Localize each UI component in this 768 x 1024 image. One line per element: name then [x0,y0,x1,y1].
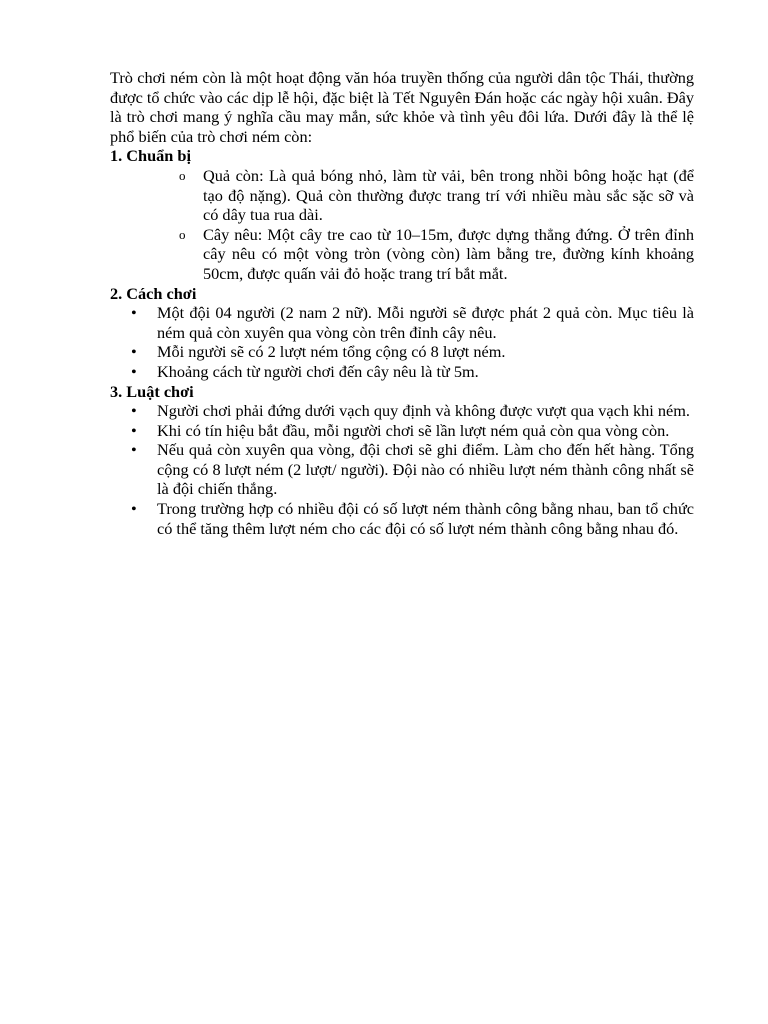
list-item-text: Khoảng cách từ người chơi đến cây nêu là từ 5m. [157,361,479,381]
list-item-text: Khi có tín hiệu bắt đầu, mỗi người chơi sẽ lần lượt ném quả còn qua vòng còn. [157,420,670,440]
bullet-icon: • [131,361,137,381]
list-item-text: Mỗi người sẽ có 2 lượt ném tổng cộng có 8 lượt ném. [157,342,506,362]
list-item [110,225,694,284]
list-item-text: Trong trường hợp có nhiều đội có số lượt ném thành công bằng nhau, ban tổ chức có thể tăng thêm lượt ném cho các đội có số lượt ném thành công bằng nhau đó. [157,499,694,538]
circle-bullet-icon: o [179,226,186,242]
bullet-icon: • [131,342,137,362]
bullet-icon: • [131,303,137,323]
section-heading-preparation: 1. Chuẩn bị [110,146,191,166]
section-how-to-play [110,284,694,382]
preparation-list [110,166,694,284]
list-item-text: Một đội 04 người (2 nam 2 nữ). Mỗi người sẽ được phát 2 quả còn. Mục tiêu là ném quả còn xuyên qua vòng còn trên đỉnh cây nêu. [157,303,694,342]
list-item [110,303,694,342]
section-heading-rules: 3. Luật chơi [110,381,194,401]
list-item-text: Cây nêu: Một cây tre cao từ 10–15m, được dựng thẳng đứng. Ở trên đỉnh cây nêu có một vòng tròn (vòng còn) làm bằng tre, đường kính khoảng 50cm, được quấn vải đỏ hoặc trang trí bắt mắt. [203,224,694,283]
bullet-icon: • [131,499,137,519]
list-item [110,342,694,362]
list-item-text: Người chơi phải đứng dưới vạch quy định và không được vượt qua vạch khi ném. [157,401,691,421]
how-to-play-list [110,303,694,381]
list-item [110,499,694,538]
list-item [110,362,694,382]
intro-paragraph: Trò chơi ném còn là một hoạt động văn hóa truyền thống của người dân tộc Thái, thường được tổ chức vào các dịp lễ hội, đặc biệt là Tết Nguyên Đán hoặc các ngày hội xuân. Đây là trò chơi mang ý nghĩa cầu may mắn, sức khỏe và tình yêu đôi lứa. Dưới đây là thể lệ phổ biến của trò chơi ném còn: [110,68,694,146]
section-heading-how-to-play: 2. Cách chơi [110,283,197,303]
bullet-icon: • [131,401,137,421]
bullet-icon: • [131,440,137,460]
list-item-text: Nếu quả còn xuyên qua vòng, đội chơi sẽ ghi điểm. Làm cho đến hết hàng. Tổng cộng có 8 lượt ném (2 lượt/ người). Đội nào có nhiều lượt ném thành công nhất sẽ là đội chiến thắng. [157,440,694,499]
list-item [110,440,694,499]
list-item-text: Quả còn: Là quả bóng nhỏ, làm từ vải, bên trong nhồi bông hoặc hạt (để tạo độ nặng). Quả còn thường được trang trí với nhiều màu sắc sặc sỡ và có dây tua rua dài. [203,165,694,225]
bullet-icon: • [131,420,137,440]
circle-bullet-icon: o [179,167,186,183]
section-preparation [110,146,694,283]
list-item [110,166,694,225]
list-item [110,401,694,421]
document-page [110,68,694,538]
rules-list [110,401,694,538]
section-rules [110,382,694,539]
list-item [110,421,694,441]
